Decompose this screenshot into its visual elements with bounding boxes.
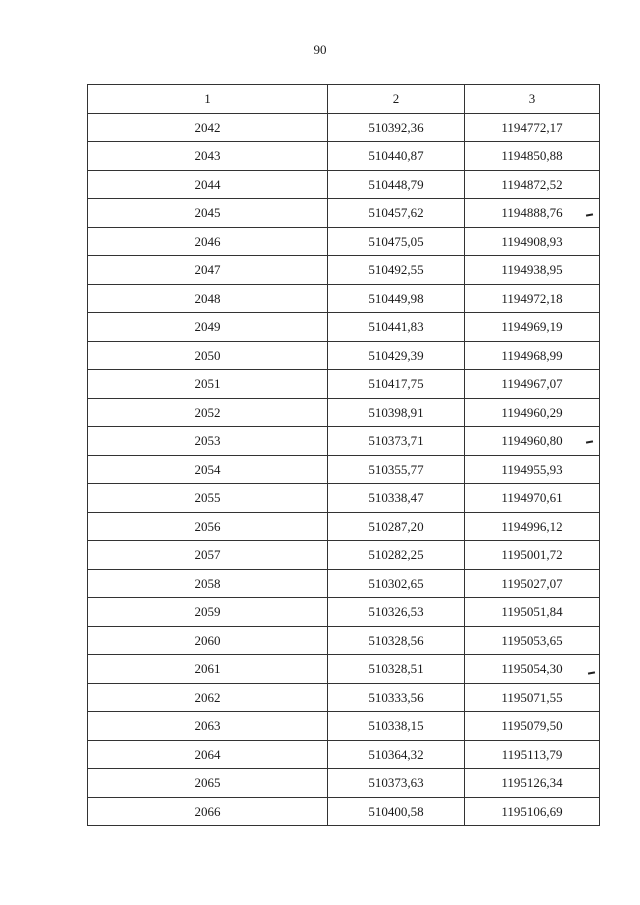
table-cell-col2: 510355,77 [328, 455, 465, 484]
table-cell-col3: 1195001,72 [465, 541, 600, 570]
table-cell-col1: 2051 [88, 370, 328, 399]
table-cell-col2: 510449,98 [328, 284, 465, 313]
table-cell-col3: 1194960,29 [465, 398, 600, 427]
table-cell-col2: 510417,75 [328, 370, 465, 399]
table-cell-col1: 2061 [88, 655, 328, 684]
table-row [88, 199, 600, 228]
table-cell-col2: 510429,39 [328, 341, 465, 370]
table-cell-col1: 2049 [88, 313, 328, 342]
coordinates-table [87, 84, 600, 826]
table-cell-col2: 510338,47 [328, 484, 465, 513]
table-row [88, 769, 600, 798]
table-cell-col3: 1195071,55 [465, 683, 600, 712]
table-row [88, 256, 600, 285]
table-cell-col1: 2063 [88, 712, 328, 741]
table-cell-col1: 2065 [88, 769, 328, 798]
table-row [88, 484, 600, 513]
table-cell-col2: 510364,32 [328, 740, 465, 769]
table-cell-col2: 510328,51 [328, 655, 465, 684]
table-cell-col2: 510441,83 [328, 313, 465, 342]
table-cell-col2: 510475,05 [328, 227, 465, 256]
table-cell-col1: 2066 [88, 797, 328, 826]
table-cell-col2: 510440,87 [328, 142, 465, 171]
table-cell-col3: 1195051,84 [465, 598, 600, 627]
table-row [88, 427, 600, 456]
table-row [88, 541, 600, 570]
table-row [88, 341, 600, 370]
table-row [88, 512, 600, 541]
table-cell-col3: 1194967,07 [465, 370, 600, 399]
table-row [88, 598, 600, 627]
table-cell-col3: 1194908,93 [465, 227, 600, 256]
table-row [88, 655, 600, 684]
table-cell-col3: 1194772,17 [465, 113, 600, 142]
table-cell-col3: 1194960,80 [465, 427, 600, 456]
table-cell-col3: 1194996,12 [465, 512, 600, 541]
table-row [88, 569, 600, 598]
table-row [88, 797, 600, 826]
table-cell-col3: 1194968,99 [465, 341, 600, 370]
table-cell-col3: 1194955,93 [465, 455, 600, 484]
table-cell-col3: 1195113,79 [465, 740, 600, 769]
table-cell-col1: 2046 [88, 227, 328, 256]
page-number: 90 [313, 42, 327, 57]
table-cell-col3: 1194872,52 [465, 170, 600, 199]
table-row [88, 740, 600, 769]
table-cell-col1: 2054 [88, 455, 328, 484]
table-cell-col1: 2042 [88, 113, 328, 142]
table-cell-col1: 2050 [88, 341, 328, 370]
table-cell-col2: 510400,58 [328, 797, 465, 826]
table-cell-col3: 1194850,88 [465, 142, 600, 171]
table-body [88, 85, 600, 826]
table-cell-col1: 2053 [88, 427, 328, 456]
header-cell-2: 2 [328, 85, 465, 114]
table-cell-col2: 510373,71 [328, 427, 465, 456]
table-cell-col3: 1194972,18 [465, 284, 600, 313]
table-row [88, 170, 600, 199]
table-cell-col1: 2048 [88, 284, 328, 313]
table-cell-col2: 510287,20 [328, 512, 465, 541]
table-cell-col1: 2058 [88, 569, 328, 598]
table-cell-col1: 2057 [88, 541, 328, 570]
table-cell-col1: 2056 [88, 512, 328, 541]
table-cell-col3: 1194888,76 [465, 199, 600, 228]
table-row [88, 313, 600, 342]
header-cell-1: 1 [88, 85, 328, 114]
header-cell-3: 3 [465, 85, 600, 114]
table-row [88, 398, 600, 427]
table-cell-col2: 510398,91 [328, 398, 465, 427]
table-row [88, 370, 600, 399]
table-cell-col3: 1195106,69 [465, 797, 600, 826]
table-cell-col3: 1195027,07 [465, 569, 600, 598]
table-row [88, 227, 600, 256]
table-row [88, 113, 600, 142]
table-cell-col2: 510392,36 [328, 113, 465, 142]
table-cell-col2: 510457,62 [328, 199, 465, 228]
table-cell-col3: 1195126,34 [465, 769, 600, 798]
table-cell-col2: 510282,25 [328, 541, 465, 570]
table-cell-col3: 1195053,65 [465, 626, 600, 655]
table-cell-col1: 2062 [88, 683, 328, 712]
table-cell-col3: 1194969,19 [465, 313, 600, 342]
table-cell-col3: 1195054,30 [465, 655, 600, 684]
table-cell-col1: 2052 [88, 398, 328, 427]
table-cell-col1: 2047 [88, 256, 328, 285]
table-cell-col2: 510328,56 [328, 626, 465, 655]
table-row [88, 142, 600, 171]
table-cell-col3: 1194938,95 [465, 256, 600, 285]
table-cell-col1: 2055 [88, 484, 328, 513]
table-row [88, 712, 600, 741]
table-header-row [88, 85, 600, 114]
table-cell-col3: 1194970,61 [465, 484, 600, 513]
table-cell-col1: 2044 [88, 170, 328, 199]
table-cell-col2: 510492,55 [328, 256, 465, 285]
table-row [88, 683, 600, 712]
table-cell-col1: 2064 [88, 740, 328, 769]
table-cell-col2: 510338,15 [328, 712, 465, 741]
table-cell-col1: 2059 [88, 598, 328, 627]
table-row [88, 284, 600, 313]
table-cell-col1: 2043 [88, 142, 328, 171]
table-cell-col2: 510333,56 [328, 683, 465, 712]
table-cell-col2: 510326,53 [328, 598, 465, 627]
table-cell-col2: 510448,79 [328, 170, 465, 199]
table-cell-col1: 2060 [88, 626, 328, 655]
table-row [88, 626, 600, 655]
table-row [88, 455, 600, 484]
table-cell-col3: 1195079,50 [465, 712, 600, 741]
table-cell-col2: 510302,65 [328, 569, 465, 598]
table-cell-col2: 510373,63 [328, 769, 465, 798]
table-cell-col1: 2045 [88, 199, 328, 228]
